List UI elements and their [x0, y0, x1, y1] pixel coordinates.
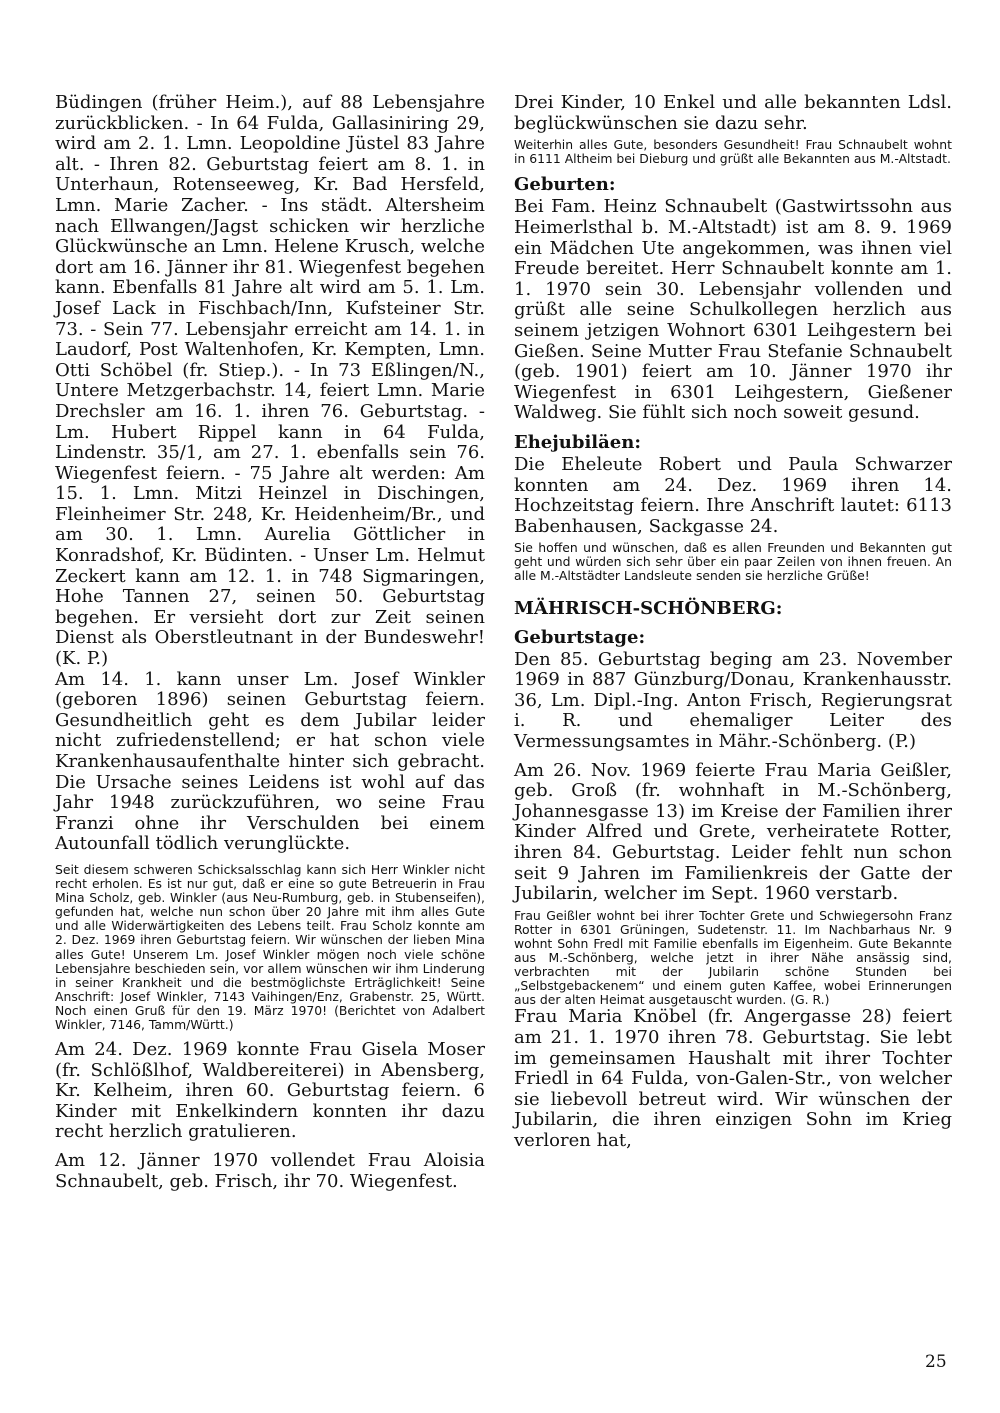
article-smallprint: Seit diesem schweren Schicksalsschlag kann sich Herr Winkler nicht recht erholen. Es ist nur gut, daß er eine so gute Betreuerin in Frau Mina Scholz, geb. Winkler (aus Neu-Rumburg, geb. in Stubenseifen), gefunden hat, welche nun schon über 20 Jahre mit ihm alles Gute und alle Widerwärtigkeiten des Lebens teilt. Frau Scholz konnte am 2. Dez. 1969 ihren Geburtstag feiern. Wir wünschen der lieben Mina alles Gute! Unserem Lm. Josef Winkler mögen noch viele schöne Lebensjahre beschieden sein, vor allem wünschen wir ihm Linderung in seiner Krankheit und die bestmöglichste Erträglichkeit! Seine Anschrift: Josef Winkler, 7143 Vaihingen/Enz, Grabenstr. 25, Württ. Noch einen Gruß für den 19. März 1970! (Berichtet von Adalbert Winkler, 7146, Tamm/Württ.) [55, 861, 485, 1032]
article-paragraph: Die Eheleute Robert und Paula Schwarzer konnten am 24. Dez. 1969 ihren 14. Hochzeitstag feiern. Ihre Anschrift lautet: 6113 Babenhausen, Sackgasse 24. [514, 453, 952, 537]
article-paragraph: Am 26. Nov. 1969 feierte Frau Maria Geißler, geb. Groß (fr. wohnhaft in M.-Schönberg, Johannesgasse 13) im Kreise der Familien ihrer Kinder Alfred und Grete, verheiratete Rotter, ihren 84. Geburtstag. Leider fehlt nun schon seit 9 Jahren im Familienkreis der Gatte der Jubilarin, welcher im Sept. 1960 verstarb. [514, 759, 952, 905]
right-column [514, 93, 952, 1152]
article-paragraph: Am 12. Jänner 1970 vollendet Frau Aloisia Schnaubelt, geb. Frisch, ihr 70. Wiegenfest. [55, 1150, 485, 1192]
article-paragraph: Am 24. Dez. 1969 konnte Frau Gisela Moser (fr. Schlößlhof, Waldbereiterei) in Abensberg, Kr. Kelheim, ihren 60. Geburtstag feiern. 6 Kinder mit Enkelkindern konnten ihr dazu recht herzlich gratulieren. [55, 1039, 485, 1143]
article-paragraph: Drei Kinder, 10 Enkel und alle bekannten Ldsl. beglückwünschen sie dazu sehr. [514, 92, 952, 134]
region-heading: MÄHRISCH-SCHÖNBERG: [514, 597, 783, 619]
section-heading-ehejubilaeen: Ehejubiläen: [514, 431, 641, 453]
article-paragraph: Frau Maria Knöbel (fr. Angergasse 28) feiert am 21. 1. 1970 ihren 78. Geburtstag. Sie lebt im gemeinsamen Haushalt mit ihrer Tochter Friedl in 64 Fulda, von-Galen-Str., von welcher sie liebevoll betreut wird. Wir wünschen der Jubilarin, die ihren einzigen Sohn im Krieg verloren hat, [514, 1006, 952, 1151]
page-number: 25 [925, 1352, 947, 1372]
article-paragraph: Bei Fam. Heinz Schnaubelt (Gastwirtssohn aus Heimerlsthal b. M.-Altstadt) ist am 8. 9. 1969 ein Mädchen Ute angekommen, was ihnen viel Freude bereitet. Herr Schnaubelt konnte am 1. 1. 1970 sein 30. Lebensjahr vollenden und grüßt alle seine Schulkollegen herzlich aus seinem jetzigen Wohnort 6301 Leihgestern bei Gießen. Seine Mutter Frau Stefanie Schnaubelt (geb. 1901) feiert am 10. Jänner 1970 ihr Wiegenfest in 6301 Leihgestern, Gießener Waldweg. Sie fühlt sich noch soweit gesund. [514, 196, 952, 424]
left-column [55, 93, 485, 1192]
article-paragraph: Am 14. 1. kann unser Lm. Josef Winkler (geboren 1896) seinen Geburtstag feiern. Gesundheitlich geht es dem Jubilar leider nicht zufriedenstellend; er hat schon viele Krankenhausaufenthalte hinter sich gebracht. Die Ursache seines Leidens ist wohl auf das Jahr 1948 zurückzuführen, wo seine Frau Franzi ohne ihr Verschulden bei einem Autounfall tödlich verunglückte. [55, 668, 485, 855]
article-smallprint: Sie hoffen und wünschen, daß es allen Freunden und Bekannten gut geht und würden sich sehr über ein paar Zeilen von ihnen freuen. An alle M.-Altstädter Landsleute senden sie herzliche Grüße! [514, 540, 952, 584]
section-heading-geburten: Geburten: [514, 174, 616, 196]
article-smallprint: Frau Geißler wohnt bei ihrer Tochter Grete und Schwiegersohn Franz Rotter in 6301 Grüningen, Sudetenstr. 11. Im Nachbarhaus Nr. 9 wohnt Sohn Fredl mit Familie ebenfalls im Eigenheim. Gute Bekannte aus M.-Schönberg, welche jetzt in ihrer Nähe ansässig sind, verbrachten mit der Jubilarin schöne Stunden bei „Selbstgebackenem“ und einem guten Kaffee, wobei Erinnerungen aus der alten Heimat ausgetauscht wurden. (G. R.) [514, 907, 952, 1008]
article-paragraph: Den 85. Geburtstag beging am 23. November 1969 in 887 Günzburg/Donau, Krankenhausstr. 36, Lm. Dipl.-Ing. Anton Frisch, Regierungsrat i. R. und ehemaliger Leiter des Vermessungsamtes in Mähr.-Schönberg. (P.) [514, 648, 952, 752]
section-heading-geburtstage: Geburtstage: [514, 626, 646, 648]
article-smallprint: Weiterhin alles Gute, besonders Gesundheit! Frau Schnaubelt wohnt in 6111 Altheim bei Dieburg und grüßt alle Bekannten aus M.-Altstadt. [514, 137, 952, 167]
article-paragraph: Büdingen (früher Heim.), auf 88 Lebensjahre zurückblicken. - In 64 Fulda, Gallasiniring 29, wird am 2. 1. Lmn. Leopoldine Jüstel 83 Jahre alt. - Ihren 82. Geburtstag feiert am 8. 1. in Unterhaun, Rotenseeweg, Kr. Bad Hersfeld, Lmn. Marie Zacher. - Ins städt. Altersheim nach Ellwangen/Jagst schicken wir herzliche Glückwünsche an Lmn. Helene Krusch, welche dort am 16. Jänner ihr 81. Wiegenfest begehen kann. Ebenfalls 81 Jahre alt wird am 5. 1. Lm. Josef Lack in Fischbach/Inn, Kufsteiner Str. 73. - Sein 77. Lebensjahr erreicht am 14. 1. in Laudorf, Post Waltenhofen, Kr. Kempten, Lmn. Otti Schöbel (fr. Stiep.). - In 73 Eßlingen/N., Untere Metzgerbachstr. 14, feiert Lmn. Marie Drechsler am 16. 1. ihren 76. Geburtstag. - Lm. Hubert Rippel kann in 64 Fulda, Lindenstr. 35/1, am 27. 1. ebenfalls sein 76. Wiegenfest feiern. - 75 Jahre alt werden: Am 15. 1. Lmn. Mitzi Heinzel in Dischingen, Fleinheimer Str. 248, Kr. Heidenheim/Br., und am 30. 1. Lmn. Aurelia Göttlicher in Konradshof, Kr. Büdinten. - Unser Lm. Helmut Zeckert kann am 12. 1. in 748 Sigmaringen, Hohe Tannen 27, seinen 50. Geburtstag begehen. Er versieht dort zur Zeit seinen Dienst als Oberstleutnant in der Bundeswehr! (K. P.) [55, 92, 485, 670]
